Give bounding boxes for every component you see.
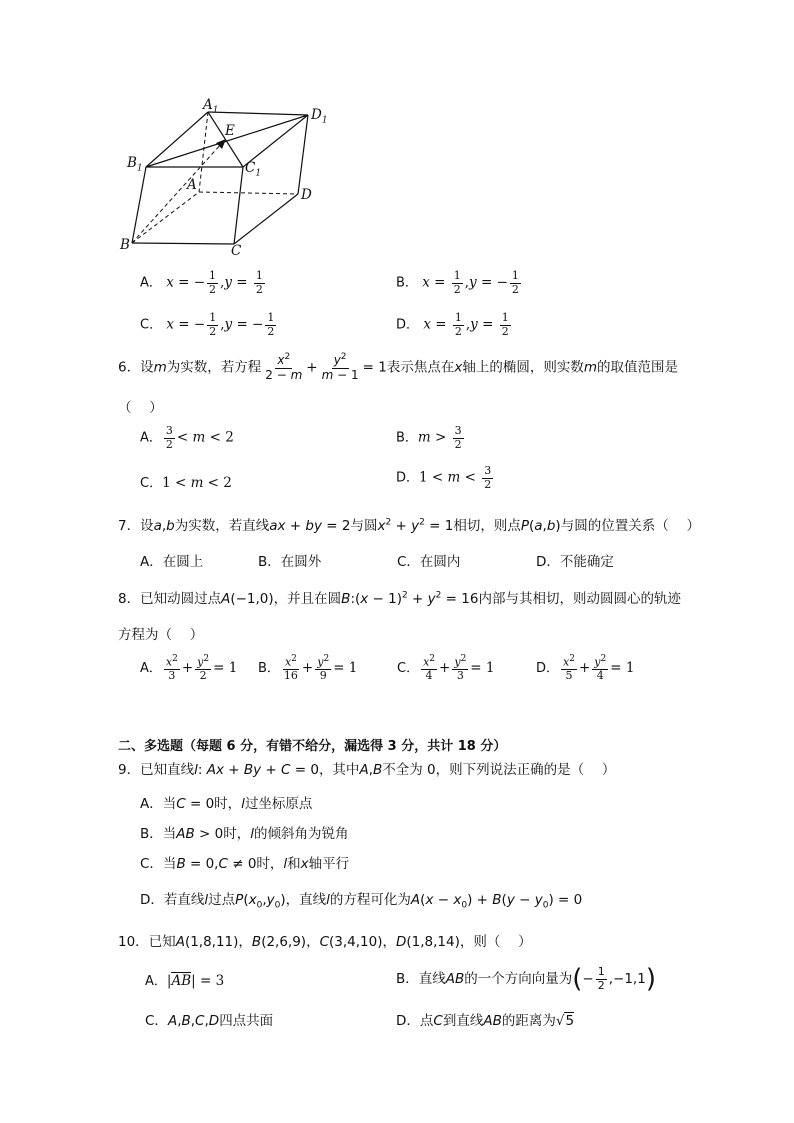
q8-option-b[interactable]: B． $\frac{x^2}{16}$ + $\frac{y^2}{9}$ = 1 [258, 654, 358, 683]
q6-answer-paren: （ ） [118, 400, 163, 416]
q10-option-a[interactable]: A．|AB| = 3 [145, 973, 225, 989]
q9-option-d[interactable]: D．若直线l过点$P(x_0,y_0)$，直线l的方程可化为$A(x - x_0) + B(y - y_0) = 0$ [140, 892, 583, 911]
label-b1: $B_1$ [127, 155, 143, 174]
q6-option-c[interactable]: C．1 < m < 2 [140, 475, 232, 491]
q8-option-c[interactable]: C． $\frac{x^2}{4}$ + $\frac{y^2}{3}$ = 1 [397, 654, 495, 683]
q7-option-a[interactable]: A．在圆上 [140, 554, 204, 570]
label-e: E [225, 123, 235, 139]
q7-option-b[interactable]: B．在圆外 [258, 554, 322, 570]
q8-stem-line1: 8．已知动圆过点A(−1,0)，并且在圆B:(x − $1)^2 + y^2 = 16$内部与其相切，则动圆圆心的轨迹 [118, 590, 681, 607]
q6-stem: 6．设m为实数，若方程 $\frac{x^2}{2 - m}$ + $\frac{y^2}{m - 1}$ = 1表示焦点在x轴上的椭圆，则实数m的取值范围是 [118, 352, 678, 382]
q5-option-d[interactable]: D． x = $\frac{1}{2}$ ,y = $\frac{1}{2}$ [396, 311, 509, 338]
edge-a1-b1 [146, 112, 208, 167]
q5-option-c[interactable]: C． x = − $\frac{1}{2}$ ,y = − $\frac{1}{2}$ [140, 311, 275, 338]
q9-stem: 9．已知直线l: Ax + By + C = 0，其中A,B不全为 0，则下列说法正确的是（ ） [118, 762, 616, 778]
q8-option-a[interactable]: A． $\frac{x^2}{3}$ + $\frac{y^2}{2}$ = 1 [140, 654, 238, 683]
hidden-edge-a1-a [199, 112, 208, 192]
q7-option-c[interactable]: C．在圆内 [397, 554, 461, 570]
q9-option-a[interactable]: A．当C = 0时，l过坐标原点 [140, 796, 313, 812]
label-b: B [120, 237, 130, 253]
label-a: A [187, 177, 197, 193]
q10-stem: 10．已知A(1,8,11)，B(2,6,9)，C(3,4,10)，D(1,8,14)，则（ ） [118, 934, 532, 950]
q6-option-a[interactable]: A． $\frac{3}{2}$ < m < 2 [140, 424, 234, 451]
q8-stem-line2: 方程为（ ） [118, 627, 204, 643]
label-c: C [231, 243, 242, 259]
q6-option-b[interactable]: B．m > $\frac{3}{2}$ [396, 424, 462, 451]
q7-stem: 7．设a,b为实数，若直线ax + by = 2与圆$x^2 + y^2 = 1$相切，则点P(a,b)与圆的位置关系（ ） [118, 517, 700, 534]
q10-option-d[interactable]: D．点C到直线AB的距离为√5 [396, 1013, 575, 1029]
q10-option-c[interactable]: C．A,B,C,D四点共面 [145, 1013, 274, 1029]
parallelepiped-figure [110, 90, 340, 265]
q9-option-b[interactable]: B．当AB > 0时，l的倾斜角为锐角 [140, 826, 349, 842]
q9-option-c[interactable]: C．当B = 0,C ≠ 0时，l和x轴平行 [140, 856, 350, 872]
q6-option-d[interactable]: D．1 < m < $\frac{3}{2}$ [396, 464, 492, 491]
q8-option-d[interactable]: D． $\frac{x^2}{5}$ + $\frac{y^2}{4}$ = 1 [536, 654, 635, 683]
edge-b1-b [132, 167, 146, 243]
hidden-edge-b-a [132, 192, 199, 243]
label-d: D [301, 187, 312, 203]
q10-option-b[interactable]: B．直线AB的一个方向向量为(− $\frac{1}{2}$ ,−1,1) [396, 964, 656, 995]
edge-b-c [132, 243, 234, 244]
label-d1: $D_1$ [311, 107, 328, 126]
edge-d1-d [298, 115, 308, 194]
label-a1: $A_1$ [203, 97, 219, 116]
q7-option-d[interactable]: D．不能确定 [536, 554, 614, 570]
vector-b-e [132, 143, 222, 243]
hidden-edge-a-d [199, 192, 298, 194]
edge-c-d [234, 194, 298, 244]
section-title-multiple-choice: 二、多选题（每题 6 分，有错不给分，漏选得 3 分，共计 18 分） [118, 739, 507, 754]
edge-c1-c [234, 167, 243, 244]
label-c1: $C_1$ [245, 160, 262, 179]
edge-a1-d1 [208, 112, 308, 115]
q5-option-b[interactable]: B． x = $\frac{1}{2}$ ,y = − $\frac{1}{2}$ [396, 269, 519, 296]
q5-option-a[interactable]: A． x = − $\frac{1}{2}$ ,y = $\frac{1}{2}$ [140, 269, 263, 296]
